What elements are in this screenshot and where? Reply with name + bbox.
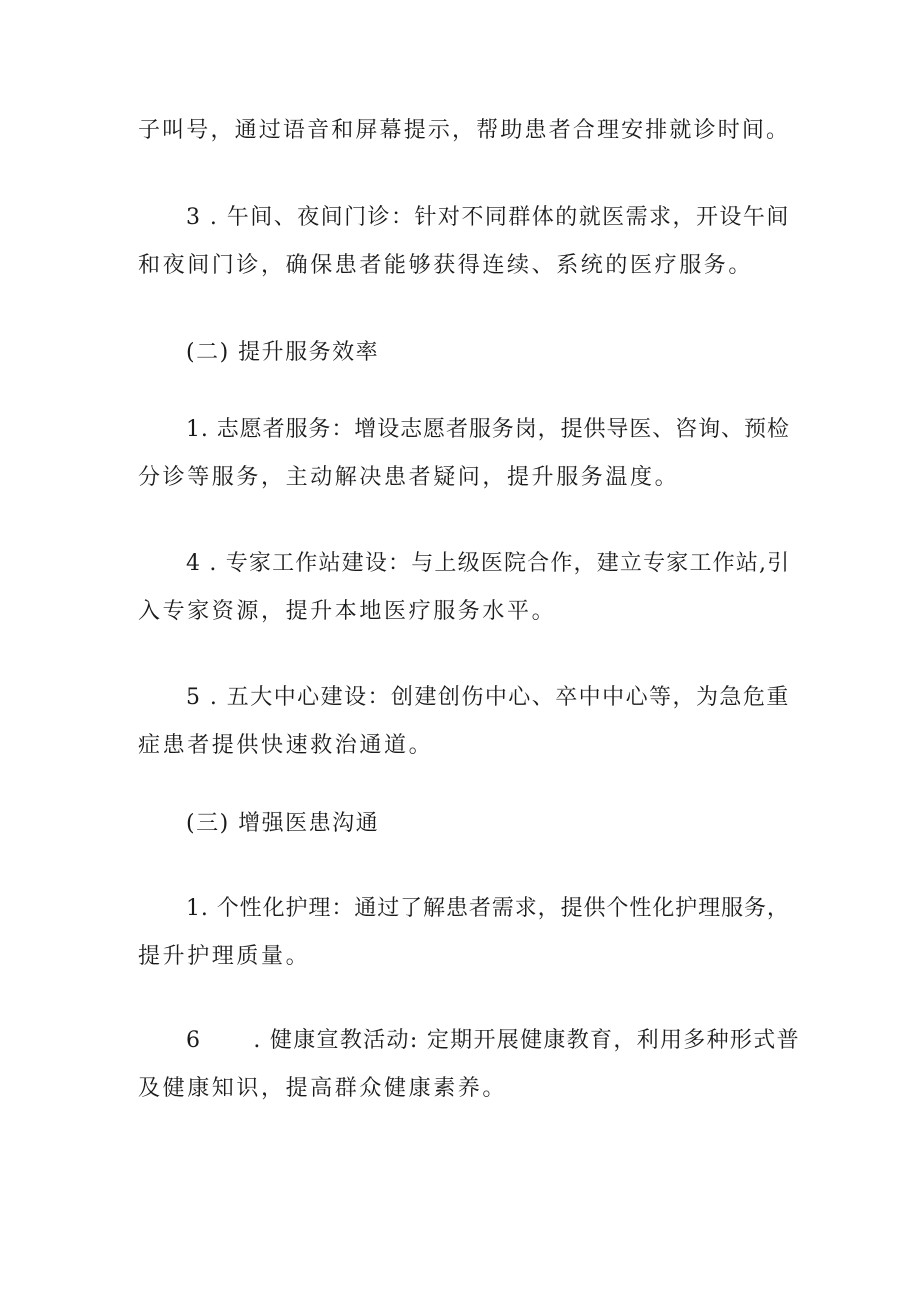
section-heading: (三) 增强医患沟通 — [186, 811, 380, 836]
paragraph-line: 症患者提供快速救治通道。 — [138, 733, 434, 758]
paragraph-line: 3 . 午间、夜间门诊：针对不同群体的就医需求，开设午间 — [186, 205, 790, 230]
paragraph-line: 和夜间门诊，确保患者能够获得连续、系统的医疗服务。 — [138, 253, 754, 278]
paragraph-line: 提升护理质量。 — [138, 944, 311, 969]
paragraph-line: 子叫号，通过语音和屏幕提示，帮助患者合理安排就诊时间。 — [138, 118, 791, 143]
paragraph-line: 分诊等服务，主动解决患者疑问，提升服务温度。 — [138, 465, 680, 490]
paragraph-line: 5 . 五大中心建设：创建创伤中心、卒中中心等，为急危重 — [186, 685, 790, 710]
list-number: 6 — [186, 1028, 202, 1053]
section-heading: (二) 提升服务效率 — [186, 340, 380, 365]
paragraph-line: 入专家资源，提升本地医疗服务水平。 — [138, 599, 557, 624]
paragraph-line: 及健康知识，提高群众健康素养。 — [138, 1076, 508, 1101]
paragraph-line: 4 . 专家工作站建设：与上级医院合作，建立专家工作站,引 — [186, 551, 791, 576]
list-text: . 健康宣教活动: 定期开展健康教育，利用多种形式普 — [253, 1028, 800, 1053]
paragraph-line — [186, 1026, 800, 1056]
paragraph-line: 1. 志愿者服务：增设志愿者服务岗，提供导医、咨询、预检 — [186, 417, 790, 442]
paragraph-line: 1. 个性化护理：通过了解患者需求，提供个性化护理服务， — [186, 896, 790, 921]
